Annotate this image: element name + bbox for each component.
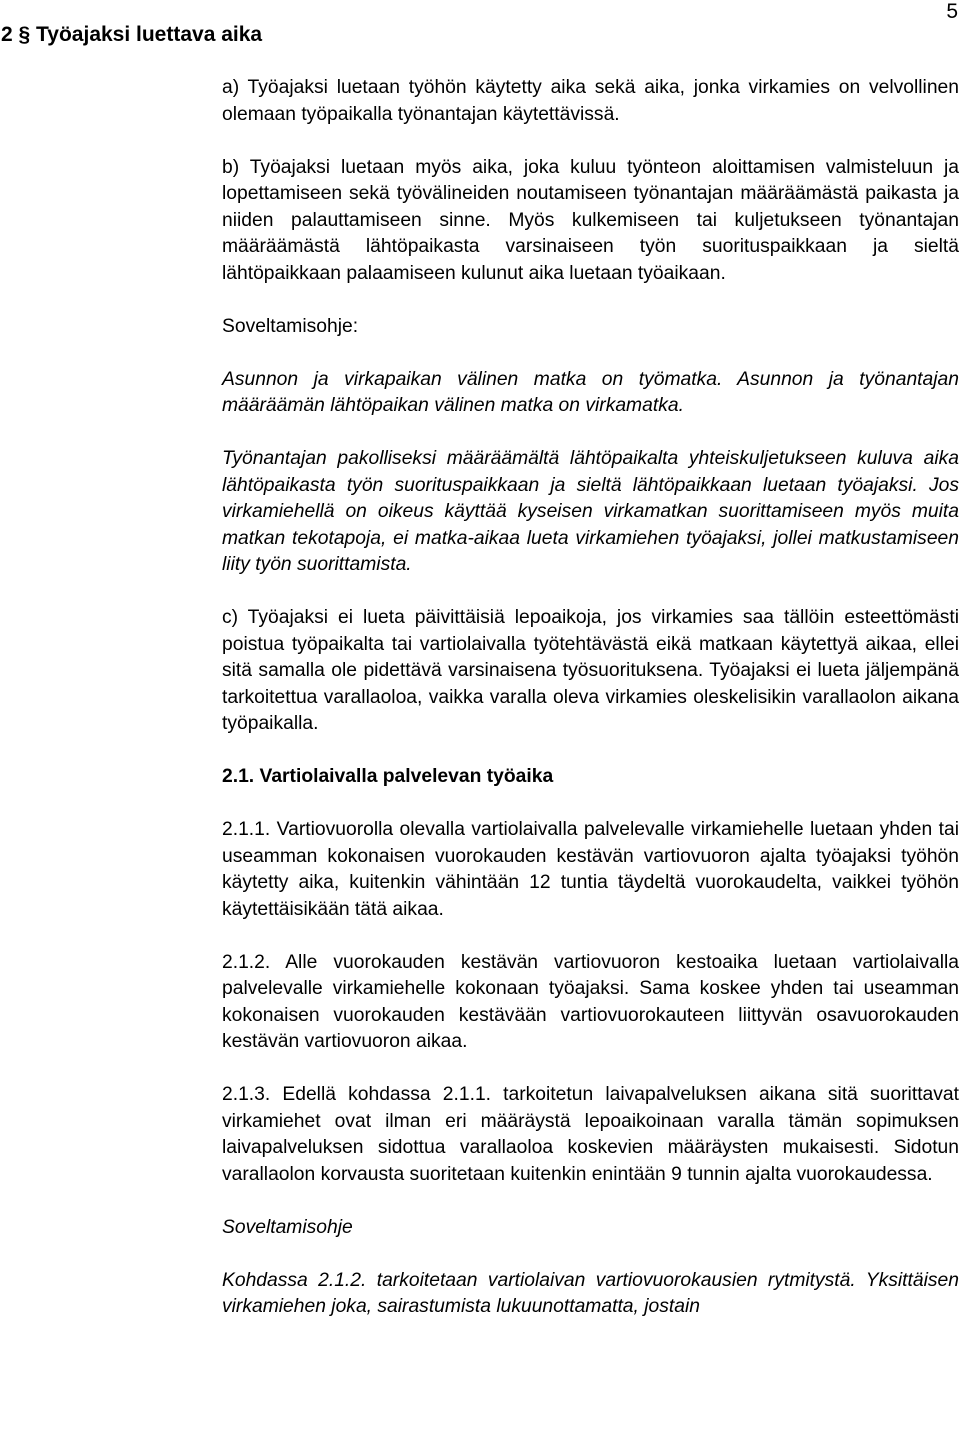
- paragraph-a: a) Työajaksi luetaan työhön käytetty aika sekä aika, jonka virkamies on velvollinen olemaan työpaikalla työnantajan käytettävissä.: [222, 77, 959, 125]
- subsection-heading: 2.1. Vartiolaivalla palvelevan työaika: [222, 766, 554, 787]
- section-heading: 2 § Työajaksi luettava aika: [1, 23, 263, 46]
- guidance-paragraph: Työnantajan pakolliseksi määräämältä lähtöpaikalta yhteiskuljetukseen kuluva aika lähtöpaikasta työn suorituspaikkaan ja sieltä lähtöpaikkaan luetaan työajaksi. Jos virkamiehellä on oikeus käyttää kyseisen virkamatkan suorittamiseen myös muita matkan tekotapoja, ei matka-aikaa lueta virkamiehen työajaksi, jollei matkustamiseen liity työn suorittamista.: [222, 448, 959, 575]
- page-number: 5: [946, 0, 958, 23]
- paragraph-b: b) Työajaksi luetaan myös aika, joka kuluu työnteon aloittamisen valmisteluun ja lopettamiseen sekä työvälineiden noutamiseen työnantajan määräämästä paikasta ja niiden palauttamiseen sinne. Myös kulkemiseen tai kuljetukseen työnantajan määräämästä lähtöpaikasta varsinaiseen työn suorituspaikkaan ja sieltä lähtöpaikkaan palaamiseen kulunut aika luetaan työaikaan.: [222, 156, 959, 284]
- paragraph-2-1-1: 2.1.1. Vartiovuorolla olevalla vartiolaivalla palvelevalle virkamiehelle luetaan yhden tai useamman kokonaisen vuorokauden kestävän vartiovuoron ajalta työajaksi työhön käytetty aika, kuitenkin vähintään 12 tuntia täydeltä vuorokaudelta, vaikkei työhön käytettäisikään tätä aikaa.: [222, 819, 959, 920]
- guidance-paragraph: Asunnon ja virkapaikan välinen matka on työmatka. Asunnon ja työnantajan määräämän lähtöpaikan välinen matka on virkamatka.: [222, 368, 959, 416]
- paragraph-2-1-3: 2.1.3. Edellä kohdassa 2.1.1. tarkoitetun laivapalveluksen aikana sitä suorittavat virkamiehet ovat ilman eri määräystä lepoaikoinaan varalla tämän sopimuksen laivapalveluksen sidottua varallaoloa koskevien määräysten mukaisesti. Sidotun varallaolon korvausta suoritetaan kuitenkin enintään 9 tunnin ajalta vuorokaudessa.: [222, 1084, 959, 1185]
- guidance-paragraph: Kohdassa 2.1.2. tarkoitetaan vartiolaivan vartiovuorokausien rytmitystä. Yksittäisen virkamiehen joka, sairastumista lukuunottamatta, jostain: [222, 1269, 959, 1317]
- document-body: [222, 75, 959, 1321]
- paragraph-2-1-2: 2.1.2. Alle vuorokauden kestävän vartiovuoron kestoaika luetaan vartiolaivalla palvelevalle virkamiehelle kokonaan työajaksi. Sama koskee yhden tai useamman kokonaisen vuorokauden kestävään vartiovuorokauteen liittyvän osavuorokauden kestävän vartiovuoron aikaa.: [222, 951, 959, 1052]
- paragraph-c: c) Työajaksi ei lueta päivittäisiä lepoaikoja, jos virkamies saa tällöin esteettömästi poistua työpaikalta tai vartiolaivalla työtehtävästä eikä matkaan käytettyä aikaa, ellei sitä samalla ole pidettävä varsinaisena työsuorituksena. Työajaksi ei lueta jäljempänä tarkoitettua varallaoloa, vaikka varalla oleva virkamies oleskelisikin varallaolon aikana työpaikalla.: [222, 607, 959, 734]
- guidance-label: Soveltamisohje:: [222, 315, 359, 337]
- guidance-label: Soveltamisohje: [222, 1216, 353, 1238]
